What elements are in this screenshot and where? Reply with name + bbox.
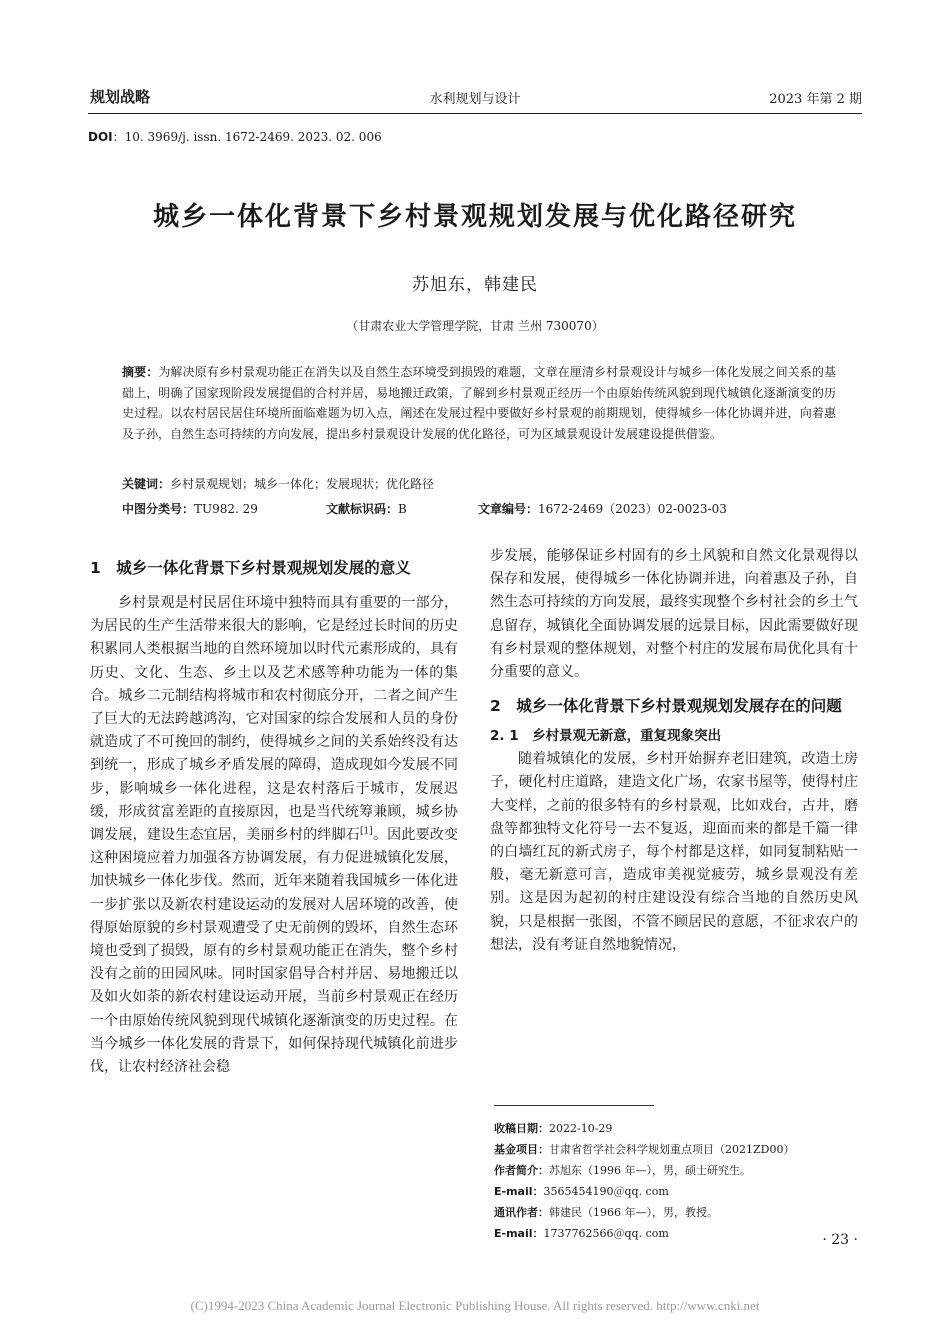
author-list: 苏旭东，韩建民: [412, 275, 538, 295]
author-email: [494, 1181, 864, 1202]
doi-label: DOI: [88, 130, 113, 144]
left-column: [90, 556, 458, 1079]
received-value: 2022-10-29: [549, 1122, 613, 1135]
article-number: [478, 500, 727, 517]
fund-value: 甘肃省哲学社会科学规划重点项目（2021ZD00）: [549, 1143, 795, 1156]
email-label: E-mail：: [494, 1185, 544, 1198]
author-bio: [494, 1160, 864, 1181]
subsection-2-1-paragraph: 随着城镇化的发展，乡村开始摒弃老旧建筑，改造土房子，硬化村庄道路，建造文化广场，农家书屋等，使得村庄大变样，之前的很多特有的乡村景观，比如戏台，古井，磨盘等都独特文化符号一去不复返，迎面而来的都是千篇一律的白墙红瓦的新式房子，每个村都是这样，如同复制粘贴一般，毫无新意可言，造成审美视觉疲劳，城乡景观没有差别。这是因为起初的村庄建设没有综合当地的自然历史风貌，只是根据一张图，不管不顾居民的意愿，不征求农户的想法，没有考证自然地貌情况，: [490, 751, 858, 953]
section-1-paragraph-cont: 步发展，能够保证乡村固有的乡土风貌和自然文化景观得以保存和发展，使得城乡一体化协调并进，向着惠及子孙，自然生态可持续的方向发展，最终实现整个乡村社会的乡土气息留存，城镇化全面协调发展的远景目标，因此需要做好现有乡村景观的整体规划，对整个村庄的发展布局优化具有十分重要的意义。: [490, 548, 858, 681]
subsection-2-1-heading: 2. 1 乡村景观无新意，重复现象突出: [490, 728, 722, 745]
header-rule: [88, 113, 862, 114]
section-1-paragraph: [90, 592, 458, 1079]
email-value[interactable]: 3565454190＠qq. com: [543, 1185, 669, 1198]
received-date: [494, 1118, 864, 1139]
footnote-rule: [494, 1105, 654, 1106]
corresponding-author: [494, 1202, 864, 1223]
keywords-text: 乡村景观规划；城乡一体化；发展现状；优化路径: [170, 477, 435, 491]
abstract: [122, 362, 836, 444]
running-header-section: 规划战略: [90, 88, 151, 106]
corresponding-value: 韩建民（1966 年—），男，教授。: [549, 1206, 718, 1219]
section-1-heading: 1 城乡一体化背景下乡村景观规划发展的意义: [90, 559, 411, 577]
paragraph-text: 乡村景观是村民居住环境中独特而具有重要的一部分，为居民的生产生活带来很大的影响，它是经过长时间的历史积累同人类根据当地的自然环境加以时代元素形成的，具有历史、文化、生态、乡土以及艺术感等种功能为一体的集合。城乡二元制结构将城市和农村彻底分开，二者之间产生了巨大的无法跨越鸿沟，它对国家的综合发展和人员的身份就造成了不可挽回的制约，使得城乡之间的关系始终没有达到统一，形成了城乡矛盾发展的障碍，造成现如今发展不同步，影响城乡一体化进程，这是农村落后于城市，发展迟缓，形成贫富差距的直接原因，也是当代统筹兼顾，城乡协调发展，建设生态宜居，美丽乡村的绊脚石: [90, 595, 458, 844]
received-label: 收稿日期：: [494, 1122, 549, 1135]
paragraph-text-cont: 。因此要改变这种困境应着力加强各方协调发展，有力促进城镇化发展，加快城乡一体化步伐。然而，近年来随着我国城乡一体化进一步扩张以及新农村建设运动的发展对人居环境的改善，使得原始原貌的乡村景观遭受了史无前例的毁坏，自然生态环境也受到了损毁，原有的乡村景观功能正在消失，整个乡村没有之前的田园风味。同时国家倡导合村并居、易地搬迁以及如火如荼的新农村建设运动开展，当前乡村景观正在经历一个由原始传统风貌到现代城镇化逐渐演变的历史过程。在当今城乡一体化发展的背景下，如何保持现代城镇化前进步伐，让农村经济社会稳: [90, 827, 459, 1076]
doc-code-value: B: [398, 502, 407, 516]
author-bio-label: 作者简介：: [494, 1164, 549, 1177]
page-number: · 23 ·: [822, 1232, 858, 1248]
clc-number: [122, 500, 258, 517]
article-number-value: 1672-2469（2023）02-0023-03: [538, 502, 727, 516]
right-column: [490, 545, 858, 957]
doi-value[interactable]: ：10. 3969/j. issn. 1672-2469. 2023. 02. 006: [112, 130, 382, 144]
clc-value: TU982. 29: [194, 502, 258, 516]
corresponding-email-value[interactable]: 1737762566＠qq. com: [543, 1227, 669, 1240]
corresponding-email: [494, 1223, 864, 1244]
document-code: [326, 500, 407, 517]
keywords-label: 关键词：: [122, 477, 171, 491]
running-header-issue: 2023 年第 2 期: [769, 92, 862, 107]
running-header-journal: 水利规划与设计: [429, 92, 521, 107]
doc-code-label: 文献标识码：: [326, 502, 399, 516]
doi-line: [88, 128, 382, 145]
citation-ref[interactable]: [1]: [360, 826, 373, 837]
fund-project: [494, 1139, 864, 1160]
abstract-label: 摘要：: [122, 365, 159, 379]
footnote-block: [494, 1118, 864, 1244]
fund-label: 基金项目：: [494, 1143, 549, 1156]
section-2-heading: 2 城乡一体化背景下乡村景观规划发展存在的问题: [490, 697, 842, 716]
corresponding-label: 通讯作者：: [494, 1206, 549, 1219]
paper-title: 城乡一体化背景下乡村景观规划发展与优化路径研究: [152, 202, 797, 232]
clc-label: 中图分类号：: [122, 502, 195, 516]
corresponding-email-label: E-mail：: [494, 1227, 544, 1240]
author-bio-value: 苏旭东（1996 年—），男，硕士研究生。: [549, 1164, 751, 1177]
article-number-label: 文章编号：: [478, 502, 539, 516]
keywords: [122, 475, 434, 492]
copyright-footer: (C)1994-2023 China Academic Journal Electronic Publishing House. All rights reserved. http://www.cnki.net: [190, 1298, 760, 1313]
author-affiliation: （甘肃农业大学管理学院，甘肃 兰州 730070）: [346, 319, 604, 333]
abstract-text: 为解决原有乡村景观功能正在消失以及自然生态环境受到损毁的难题，文章在厘清乡村景观设计与城乡一体化发展之间关系的基础上，明确了国家现阶段发展提倡的合村并居，易地搬迁政策，了解到乡村景观正经历一个由原始传统风貌到现代城镇化逐渐演变的历史过程。以农村居民居住环境所面临难题为切入点，阐述在发展过程中要做好乡村景观的前期规划，使得城乡一体化协调并进，向着惠及子孙，自然生态可持续的方向发展，提出乡村景观设计发展的优化路径，可为区域景观设计发展建设提供借鉴。: [122, 365, 836, 441]
